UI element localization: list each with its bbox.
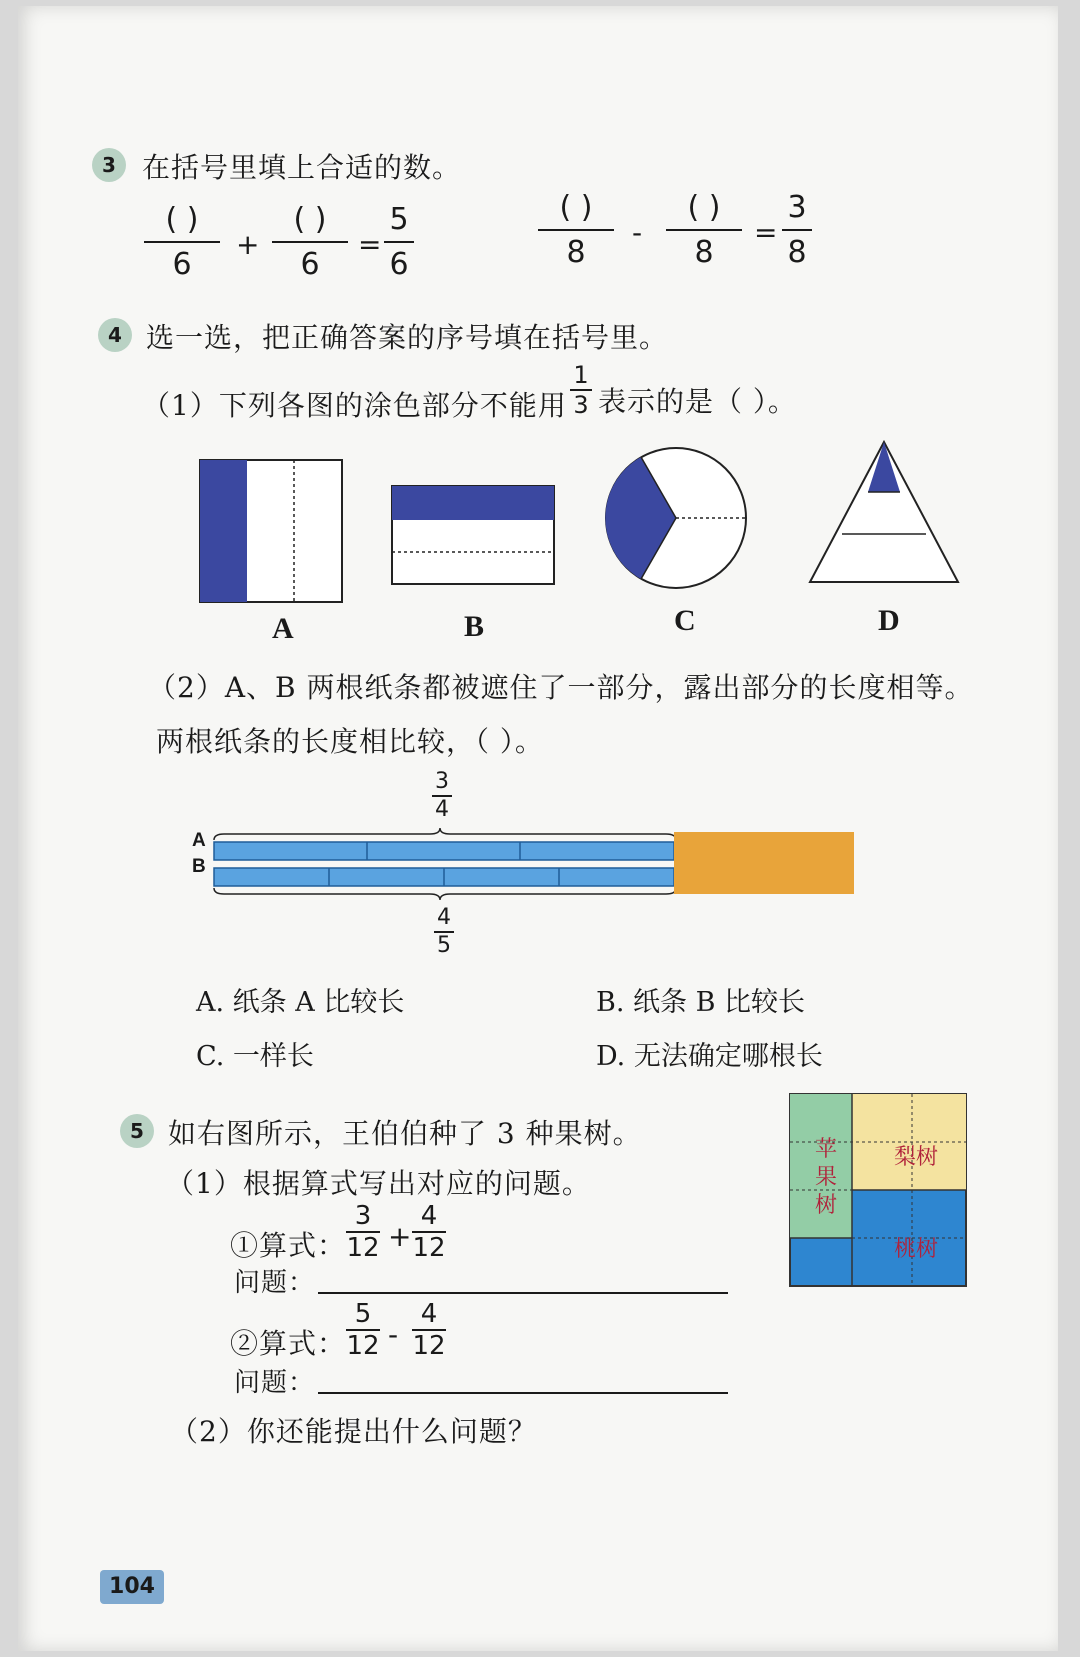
formula1-frac-a-numerator: 3: [354, 1201, 372, 1231]
q3-eq2-frac-a: [538, 190, 614, 270]
minus-sign: -: [388, 1318, 399, 1351]
strip-b-fraction-numerator: 4: [437, 905, 451, 930]
orange-cover: [674, 832, 854, 894]
q3-eq1-frac-a-numerator: ( ): [165, 202, 199, 237]
shape-c-label: C: [674, 604, 696, 637]
fraction-bar: [782, 229, 812, 231]
fraction-bar: [538, 229, 614, 231]
q3-eq2-frac-a-numerator: ( ): [559, 190, 593, 225]
choice-d: D. 无法确定哪根长: [596, 1041, 823, 1072]
equals-sign: =: [358, 228, 382, 261]
formula1-frac-a-denominator: 12: [346, 1233, 380, 1263]
formula1-frac-b-denominator: 12: [412, 1233, 446, 1263]
peach-tree-label: 桃树: [894, 1237, 939, 1262]
q3-eq1-frac-b: [272, 202, 348, 282]
q5-part1: （1）根据算式写出对应的问题。: [166, 1167, 591, 1200]
strip-b-fraction: [434, 906, 454, 958]
strip-a-fraction-denominator: 4: [435, 797, 449, 822]
q3-eq2-result-denominator: 8: [787, 235, 807, 270]
shape-b: [392, 486, 554, 584]
choice-b: B. 纸条 B 比较长: [596, 987, 806, 1018]
apple-tree-label: 苹果树: [814, 1137, 837, 1218]
q4-part2-line2: 两根纸条的长度相比较，（ ）。: [156, 725, 544, 758]
strip-a-label: A: [192, 830, 206, 851]
shape-a: [200, 460, 342, 602]
strip-a-fraction: [432, 770, 452, 822]
q5-part2: （2）你还能提出什么问题？: [170, 1415, 537, 1448]
answer-line-2[interactable]: [318, 1392, 728, 1394]
plus-sign: +: [236, 228, 260, 261]
shape-c: [605, 448, 746, 588]
formula2-frac-b: [412, 1300, 446, 1360]
q3-eq1-frac-a: [144, 202, 220, 282]
q3-eq1-result-denominator: 6: [389, 247, 409, 282]
formula2-frac-a: [346, 1300, 380, 1360]
strip-b-label: B: [192, 856, 206, 877]
strip-a-fraction-numerator: 3: [435, 769, 449, 794]
q3-eq2-result-numerator: 3: [787, 190, 807, 225]
formula1-frac-b: [412, 1202, 446, 1262]
q3-eq1-result: [384, 202, 414, 282]
formula1-frac-a: [346, 1202, 380, 1262]
fraction-bar: [144, 241, 220, 243]
formula1-label: ①算式：: [230, 1229, 347, 1262]
formula2-frac-b-numerator: 4: [420, 1299, 438, 1329]
formula2-frac-b-denominator: 12: [412, 1331, 446, 1361]
q3-eq1-frac-a-denominator: 6: [172, 247, 192, 282]
q4-part1-prefix: （1）下列各图的涂色部分不能用: [142, 389, 567, 422]
equals-sign: =: [754, 216, 778, 249]
q4-part1-fraction-numerator: 1: [573, 361, 589, 389]
question1-label: 问题：: [234, 1268, 316, 1298]
formula1-frac-b-numerator: 4: [420, 1201, 438, 1231]
q3-eq1-frac-b-numerator: ( ): [293, 202, 327, 237]
strip-a: [214, 842, 674, 860]
pear-tree-label: 梨树: [894, 1145, 939, 1170]
fraction-bar: [272, 241, 348, 243]
strip-b-fraction-denominator: 5: [437, 933, 451, 958]
question-4-title: 选一选，把正确答案的序号填在括号里。: [146, 321, 669, 354]
q4-part1-suffix: 表示的是（ ）。: [598, 385, 797, 418]
question-4-badge: 4: [98, 318, 132, 352]
fraction-bar: [666, 229, 742, 231]
textbook-page: [18, 6, 1058, 1651]
minus-sign: -: [632, 216, 643, 249]
shape-b-label: B: [464, 610, 485, 643]
q3-eq2-result: [782, 190, 812, 270]
q4-part1-fraction-denominator: 3: [573, 391, 589, 419]
question2-label: 问题：: [234, 1368, 316, 1398]
q3-eq2-frac-b: [666, 190, 742, 270]
page-number: 104: [100, 1570, 164, 1604]
formula2-frac-a-denominator: 12: [346, 1331, 380, 1361]
shape-d: [810, 442, 958, 582]
choice-c: C. 一样长: [196, 1041, 314, 1072]
question-5-title: 如右图所示，王伯伯种了 3 种果树。: [168, 1117, 642, 1150]
answer-line-1[interactable]: [318, 1292, 728, 1294]
fraction-bar: [384, 241, 414, 243]
fraction-shapes: [188, 426, 968, 606]
question-3-badge: 3: [92, 148, 126, 182]
q3-eq2-frac-a-denominator: 8: [566, 235, 586, 270]
q3-eq2-frac-b-denominator: 8: [694, 235, 714, 270]
choice-a: A. 纸条 A 比较长: [196, 987, 405, 1018]
q4-part1-fraction: [570, 362, 592, 418]
q3-eq1-result-numerator: 5: [389, 202, 409, 237]
question-5-badge: 5: [120, 1114, 154, 1148]
shape-a-label: A: [272, 612, 294, 645]
formula2-frac-a-numerator: 5: [354, 1299, 372, 1329]
formula2-label: ②算式：: [230, 1327, 347, 1360]
q4-part2-line1: （2）A、B 两根纸条都被遮住了一部分，露出部分的长度相等。: [148, 671, 974, 704]
q3-eq2-frac-b-numerator: ( ): [687, 190, 721, 225]
plus-sign: +: [388, 1220, 412, 1253]
question-3-title: 在括号里填上合适的数。: [142, 151, 462, 184]
q3-eq1-frac-b-denominator: 6: [300, 247, 320, 282]
shape-d-label: D: [878, 604, 900, 637]
paper-strips: [208, 824, 868, 904]
